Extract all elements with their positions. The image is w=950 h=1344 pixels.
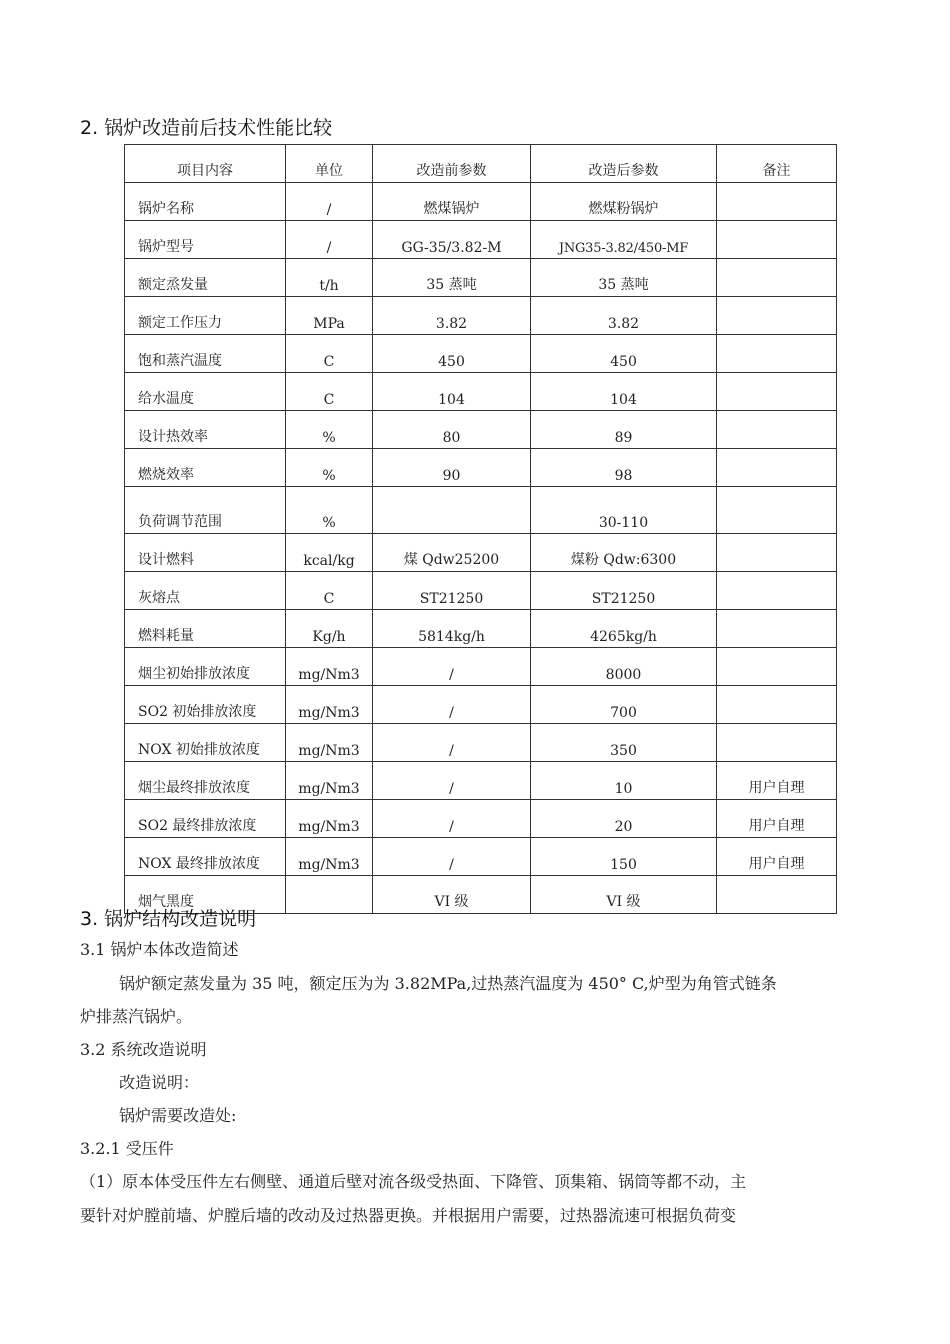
table-cell-item: 设计热效率 — [125, 411, 286, 449]
section-3-2-1-line-1: （1）原本体受压件左右侧壁、通道后壁对流各级受热面、下降管、顶集箱、锅筒等都不动，主 — [80, 1172, 747, 1191]
table-cell-before: VI 级 — [373, 876, 531, 914]
section-2-title: 2. 锅炉改造前后技术性能比较 — [80, 117, 333, 139]
table-cell-unit: C — [286, 373, 373, 411]
table-cell-remark — [717, 610, 837, 648]
section-3-1-line-2: 炉排蒸汽锅炉。 — [80, 1007, 193, 1026]
table-cell-item: SO2 最终排放浓度 — [125, 800, 286, 838]
table-cell-unit: % — [286, 449, 373, 487]
table-cell-remark — [717, 297, 837, 335]
table-cell-item: 给水温度 — [125, 373, 286, 411]
table-cell-remark: 用户自理 — [717, 838, 837, 876]
table-row — [125, 648, 837, 686]
table-row — [125, 572, 837, 610]
table-cell-after: 4265kg/h — [531, 610, 717, 648]
table-row — [125, 610, 837, 648]
section-3-2-1-line-2: 要针对炉膛前墙、炉膛后墙的改动及过热器更换。并根据用户需要，过热器流速可根据负荷变 — [80, 1206, 737, 1225]
table-cell-item: 锅炉型号 — [125, 221, 286, 259]
table-cell-remark — [717, 259, 837, 297]
table-cell-unit: C — [286, 335, 373, 373]
table-cell-unit: mg/Nm3 — [286, 648, 373, 686]
table-row — [125, 411, 837, 449]
table-cell-item: 锅炉名称 — [125, 183, 286, 221]
table-cell-unit: mg/Nm3 — [286, 724, 373, 762]
table-cell-after: JNG35-3.82/450-MF — [531, 221, 717, 259]
table-cell-unit: mg/Nm3 — [286, 800, 373, 838]
table-cell-unit: % — [286, 411, 373, 449]
table-cell-item: 烟尘最终排放浓度 — [125, 762, 286, 800]
table-cell-after: 98 — [531, 449, 717, 487]
table-row — [125, 335, 837, 373]
table-row — [125, 800, 837, 838]
table-cell-after: 8000 — [531, 648, 717, 686]
section-3-2-line-1: 改造说明： — [119, 1073, 200, 1092]
section-3-2-line-2: 锅炉需要改造处: — [119, 1106, 237, 1125]
table-cell-after: 150 — [531, 838, 717, 876]
table-cell-item: 额定工作压力 — [125, 297, 286, 335]
table-cell-remark — [717, 534, 837, 572]
table-cell-before: GG-35/3.82-M — [373, 221, 531, 259]
table-cell-item: 额定烝发量 — [125, 259, 286, 297]
table-cell-after: 104 — [531, 373, 717, 411]
table-cell-after: 35 蒸吨 — [531, 259, 717, 297]
table-cell-before: / — [373, 838, 531, 876]
table-cell-unit: / — [286, 221, 373, 259]
table-cell-item: 燃烧效率 — [125, 449, 286, 487]
table-row — [125, 724, 837, 762]
table-cell-after: 煤粉 Qdw:6300 — [531, 534, 717, 572]
table-row — [125, 534, 837, 572]
table-cell-remark — [717, 686, 837, 724]
table-cell-after: 10 — [531, 762, 717, 800]
table-cell-item: NOX 最终排放浓度 — [125, 838, 286, 876]
table-row — [125, 838, 837, 876]
table-cell-before: / — [373, 762, 531, 800]
table-cell-before: / — [373, 686, 531, 724]
table-cell-item: 饱和蒸汽温度 — [125, 335, 286, 373]
table-row — [125, 762, 837, 800]
table-cell-unit: mg/Nm3 — [286, 762, 373, 800]
performance-comparison-table — [124, 144, 837, 914]
table-cell-remark — [717, 335, 837, 373]
table-cell-unit: t/h — [286, 259, 373, 297]
section-3-2-heading: 3.2 系统改造说明 — [80, 1040, 207, 1059]
table-cell-item: 烟气黑度 — [125, 876, 286, 914]
table-cell-unit: Kg/h — [286, 610, 373, 648]
table-cell-after: 3.82 — [531, 297, 717, 335]
table-cell-remark: 用户自理 — [717, 800, 837, 838]
table-cell-before: 燃煤锅炉 — [373, 183, 531, 221]
table-row — [125, 221, 837, 259]
table-cell-before — [373, 487, 531, 534]
table-cell-item: 负荷调节范围 — [125, 487, 286, 534]
table-cell-unit: / — [286, 183, 373, 221]
table-cell-after: 30-110 — [531, 487, 717, 534]
table-cell-remark — [717, 373, 837, 411]
table-cell-remark — [717, 449, 837, 487]
table-cell-before: / — [373, 800, 531, 838]
table-row — [125, 183, 837, 221]
table-row — [125, 373, 837, 411]
header-cell-item: 项目内容 — [125, 145, 286, 183]
table-cell-after: 20 — [531, 800, 717, 838]
section-3-1-line-1: 锅炉额定蒸发量为 35 吨，额定压为为 3.82MPa,过热蒸汽温度为 450° C,炉型为角管式链条 — [119, 974, 777, 993]
table-cell-before: 90 — [373, 449, 531, 487]
table-cell-after: 350 — [531, 724, 717, 762]
table-cell-item: NOX 初始排放浓度 — [125, 724, 286, 762]
table-cell-before: / — [373, 648, 531, 686]
table-cell-after: 700 — [531, 686, 717, 724]
table-cell-remark — [717, 183, 837, 221]
header-cell-after: 改造后参数 — [531, 145, 717, 183]
table-cell-remark — [717, 221, 837, 259]
table-cell-before: 5814kg/h — [373, 610, 531, 648]
table-cell-before: 35 蒸吨 — [373, 259, 531, 297]
table-cell-before: 104 — [373, 373, 531, 411]
table-row — [125, 297, 837, 335]
table-cell-remark — [717, 724, 837, 762]
table-row — [125, 259, 837, 297]
table-cell-unit: C — [286, 572, 373, 610]
table-cell-before: 450 — [373, 335, 531, 373]
table-cell-after: ST21250 — [531, 572, 717, 610]
table-cell-remark — [717, 876, 837, 914]
section-3-title: 3. 锅炉结构改造说明 — [80, 908, 257, 930]
table-cell-unit: % — [286, 487, 373, 534]
table-cell-unit: kcal/kg — [286, 534, 373, 572]
table-cell-after: 450 — [531, 335, 717, 373]
table-cell-remark: 用户自理 — [717, 762, 837, 800]
table-cell-unit: mg/Nm3 — [286, 686, 373, 724]
table-cell-after: 燃煤粉锅炉 — [531, 183, 717, 221]
header-cell-before: 改造前参数 — [373, 145, 531, 183]
table-cell-remark — [717, 411, 837, 449]
section-3-2-1-heading: 3.2.1 受压件 — [80, 1139, 174, 1158]
table-cell-before: 80 — [373, 411, 531, 449]
table-row — [125, 487, 837, 534]
table-cell-after: VI 级 — [531, 876, 717, 914]
table-cell-after: 89 — [531, 411, 717, 449]
table-cell-item: 设计燃料 — [125, 534, 286, 572]
section-3-1-heading: 3.1 锅炉本体改造简述 — [80, 940, 239, 959]
table-cell-before: ST21250 — [373, 572, 531, 610]
header-cell-remark: 备注 — [717, 145, 837, 183]
table-cell-before: 煤 Qdw25200 — [373, 534, 531, 572]
table-cell-remark — [717, 648, 837, 686]
table-cell-unit: MPa — [286, 297, 373, 335]
table-cell-remark — [717, 487, 837, 534]
table-cell-item: 灰熔点 — [125, 572, 286, 610]
table-cell-remark — [717, 572, 837, 610]
table-cell-before: 3.82 — [373, 297, 531, 335]
table-header-row — [125, 145, 837, 183]
table-row — [125, 449, 837, 487]
table-row — [125, 686, 837, 724]
table-cell-before: / — [373, 724, 531, 762]
table-cell-item: 燃料耗量 — [125, 610, 286, 648]
table-cell-item: SO2 初始排放浓度 — [125, 686, 286, 724]
table-cell-unit: mg/Nm3 — [286, 838, 373, 876]
table-cell-unit — [286, 876, 373, 914]
table-cell-item: 烟尘初始排放浓度 — [125, 648, 286, 686]
header-cell-unit: 单位 — [286, 145, 373, 183]
